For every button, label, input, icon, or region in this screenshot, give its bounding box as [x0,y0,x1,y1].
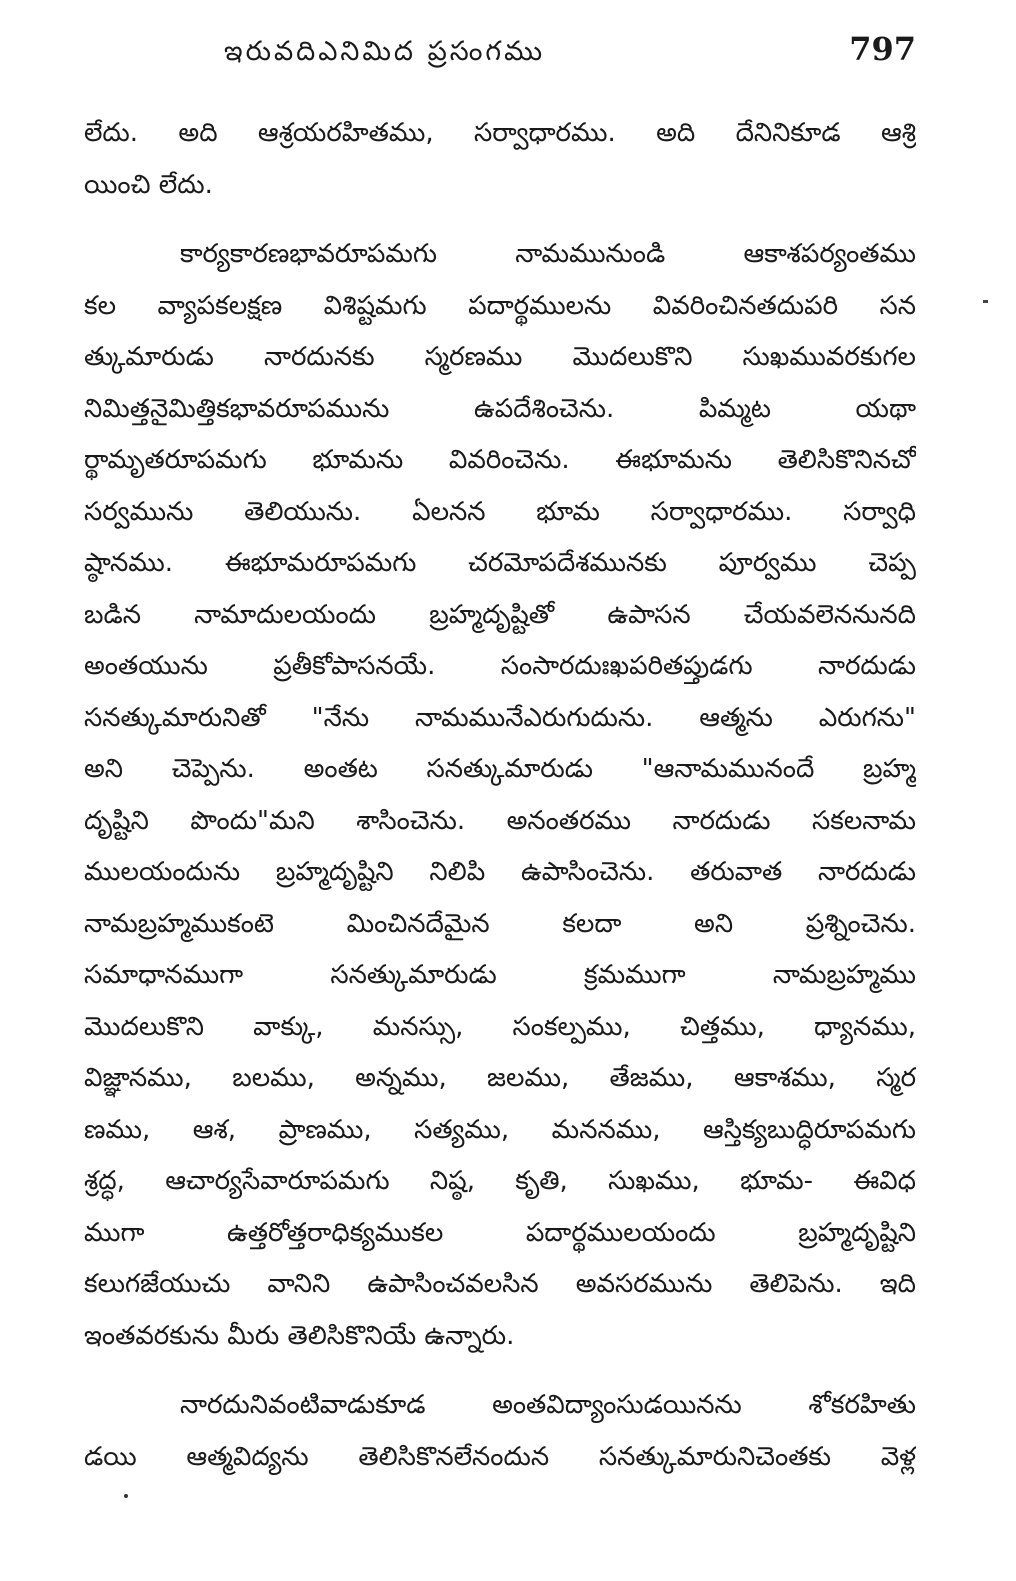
text-line: నిమిత్తనైమిత్తికభావరూపమును ఉపదేశించెను. పిమ్మట యథా [84,393,916,424]
text-line: కలుగజేయుచు వానిని ఉపాసించవలసిన అవసరమును తెలిపెను. ఇది [84,1269,916,1299]
text-line: నామబ్రహ్మముకంటె మించినదేమైన కలదా అని ప్రశ్నించెను. [84,908,916,939]
text-line: సర్వమును తెలియును. ఏలనన భూమ సర్వాధారము. సర్వాధి [84,496,916,527]
text-line: కార్యకారణభావరూపమగు నామమునుండి ఆకాశపర్యంతము [180,239,916,269]
text-line: దృష్టిని పొందు"మని శాసించెను. అనంతరము నారదుడు సకలనామ [84,805,916,836]
paragraph-3 [84,1380,916,1483]
text-line: నారదునివంటివాడుకూడ అంతవిద్యాంసుడయినను శోకరహితు [180,1390,916,1420]
text-line: ణము, ఆశ, ప్రాణము, సత్యము, మననము, ఆస్తిక్యబుద్ధిరూపమగు [84,1114,916,1145]
text-line: బడిన నామాదులయందు బ్రహ్మదృష్టితో ఉపాసన చేయవలెననునది [84,599,916,630]
scan-speck [124,1494,128,1498]
text-line: లేదు. అది ఆశ్రయరహితము, సర్వాధారము. అది దేనినికూడ ఆశ్రి [84,118,916,148]
text-line: ర్థామృతరూపమగు భూమను వివరించెను. ఈభూమను తెలిసికొనినచో [84,445,916,475]
text-line: త్కుమారుడు నారదునకు స్మరణము మొదలుకొని సుఖమువరకుగల [84,342,916,372]
page-header [84,30,916,90]
body-text [84,108,916,1501]
running-title: ఇరువదిఎనిమిద ప్రసంగము [224,36,546,67]
page-number: 797 [849,30,916,68]
margin-speck [983,300,988,303]
text-line: యించి లేదు. [84,169,213,200]
text-line: మొదలుకొని వాక్కు, మనస్సు, సంకల్పము, చిత్తము, ధ్యానము, [84,1011,916,1042]
text-line: ముగా ఉత్తరోత్తరాధిక్యముకల పదార్థములయందు బ్రహ్మదృష్టిని [84,1217,916,1248]
text-line: విజ్ఞానము, బలము, అన్నము, జలము, తేజము, ఆకాశము, స్మర [84,1063,916,1093]
text-line: డయి ఆత్మవిద్యను తెలిసికొనలేనందున సనత్కుమారునిచెంతకు వెళ్ల [84,1441,916,1472]
text-line: కల వ్యాపకలక్షణ విశిష్టమగు పదార్థములను వివరించినతదుపరి సన [84,290,916,321]
text-line: ష్ఠానము. ఈభూమరూపమగు చరమోపదేశమునకు పూర్వము చెప్ప [84,548,916,578]
paragraph-2 [84,229,916,1362]
paragraph-1 [84,108,916,211]
text-line: సనత్కుమారునితో "నేను నామమునేఎరుగుదును. ఆత్మను ఎరుగను" [84,702,916,733]
text-line: సమాధానముగా సనత్కుమారుడు క్రమముగా నామబ్రహ్మము [84,960,916,990]
text-line: శ్రద్ధ, ఆచార్యసేవారూపమగు నిష్ఠ, కృతి, సుఖము, భూమ- ఈవిధ [84,1166,916,1196]
text-line: ములయందును బ్రహ్మదృష్టిని నిలిపి ఉపాసించెను. తరువాత నారదుడు [84,857,916,887]
text-line: ఇంతవరకును మీరు తెలిసికొనియే ఉన్నారు. [84,1320,515,1351]
text-line: అంతయును ప్రతీకోపాసనయే. సంసారదుఃఖపరితప్తుడగు నారదుడు [84,651,916,681]
text-line: అని చెప్పెను. అంతట సనత్కుమారుడు "ఆనామమునందే బ్రహ్మ [84,754,916,784]
